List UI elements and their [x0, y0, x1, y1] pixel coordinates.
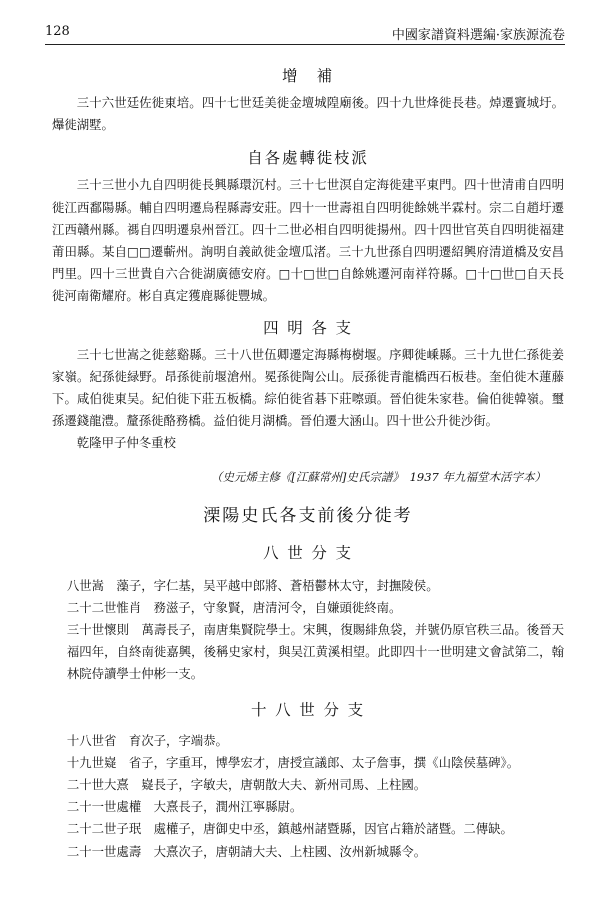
page-header [45, 24, 565, 42]
section-title-zengbu: 增 補 [281, 67, 335, 85]
page-content [52, 60, 564, 863]
page-number: 128 [45, 24, 70, 39]
main-title: 溧陽史氏各支前後分徙考 [203, 505, 413, 526]
running-title: 中國家譜資料選編·家族源流卷 [391, 28, 565, 43]
paragraph: 三十世懷則 萬壽長子，南唐集賢院學士。宋興，復賜緋魚袋，并號仍原官秩三品。後晉天福四年，自終南徙嘉興，後稱史家村，與吴江黄溪相望。此即四十一世明建文會試第二，翰林院侍讀學士仲彬一支。 [66, 622, 564, 682]
paragraph: 二十二世惟肖 務滋子，守象賢，唐清河令，自嫌頭徙終南。 [66, 599, 402, 615]
paragraph: 三十六世廷佐徙東培。四十七世廷美徙金壇城隍廟後。四十九世烽徙長巷。焯遷竇城圩。爗徙湖墅。 [52, 95, 564, 133]
paragraph: 三十三世小九自四明徙長興縣環沉村。三十七世溟自定海徙建平東門。四十世清甫自四明徙江西鄱陽縣。輔自四明遷烏程縣壽安莊。四十一世壽祖自四明徙餘姚半霖村。宗二自趙圩遷江西贛州縣。禡自四明遷泉州晉江。四十二世必相自四明徙揚州。四十四世官英自四明徙福建莆田縣。某自□□遷蘄州。詢明自義畝徙金壇瓜渚。三十九世孫自四明遷紹興府清道橋及安昌門里。四十三世貴自六合徙湖廣德安府。□十□世□自餘姚遷河南祥符縣。□十□世□自天長徙河南衛耀府。彬自真定獲鹿縣徙豐城。 [52, 177, 564, 304]
colophon-line: 乾隆甲子仲冬重校 [76, 435, 176, 451]
list-item: 二十世大熹 嶷長子，字敏夫，唐朝散大夫、新州司馬、上柱國。 [66, 777, 427, 793]
list-item: 二十一世處權 大熹長子，潤州江寧縣尉。 [66, 799, 303, 815]
paragraph: 八世嵩 藻子，字仁基，吴平越中郎將、蒼梧鬱林太守，封撫陵侯。 [66, 577, 439, 593]
lineage-list [52, 730, 564, 863]
list-item: 二十一世處壽 大熹次子，唐朝請大夫、上柱國、汝州新城縣令。 [66, 843, 427, 859]
section-title-zige: 自各處轉徙枝派 [247, 149, 369, 168]
list-item: 十八世省 育次子，字端恭。 [66, 732, 228, 748]
source-note: （史元烯主修《[江蘇常州]史氏宗譜》 1937 年九福堂木活字本） [210, 469, 546, 484]
list-item: 十九世嶷 省子，字重耳，博學宏才，唐授宣議郎、太子詹事，撰《山陰侯墓碑》。 [66, 754, 520, 770]
list-item: 二十二世子珉 處權子，唐御史中丞，鎮越州諸暨縣，因官占籍於諸暨。二傳缺。 [66, 821, 513, 837]
section-title-shiba: 十 八 世 分 支 [251, 700, 365, 719]
section-title-bashi: 八 世 分 支 [263, 543, 353, 562]
section-title-siming: 四 明 各 支 [263, 318, 353, 337]
paragraph: 三十七世嵩之徙慈谿縣。三十八世伍卿遷定海縣梅樹堰。序卿徙嵊縣。三十九世仁孫徙姜家嶺。紀孫徙緑野。昂孫徙前堰滄州。冕孫徙陶公山。辰孫徙青龍橋西石板巷。奎伯徙木蓮藤下。咸伯徙東吴。紀伯徙下莊五板橋。綜伯徙省碁下莊嚓頭。晉伯徙朱家巷。倫伯徙韓嶺。璽孫遷錢龍澧。釐孫徙酪務橋。益伯徙月湖橋。晉伯遷大涵山。四十世公升徙沙街。 [52, 346, 564, 429]
header-rule [45, 44, 565, 45]
